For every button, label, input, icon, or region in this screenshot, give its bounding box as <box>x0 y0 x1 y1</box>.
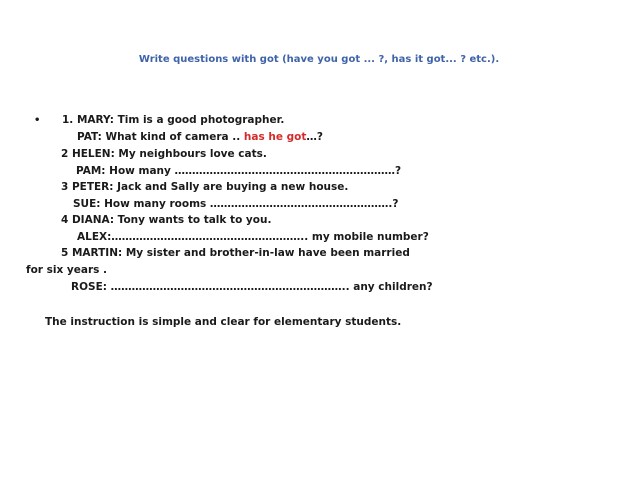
footer-note: The instruction is simple and clear for elementary students. <box>45 316 402 328</box>
exercise-4-line-a: 4 DIANA: Tony wants to talk to you. <box>61 214 272 226</box>
exercise-1-number: 1. <box>62 114 74 126</box>
exercise-2-line-a: 2 HELEN: My neighbours love cats. <box>61 148 267 160</box>
exercise-1-speaker-a: MARY: Tim is a good photographer. <box>76 114 285 126</box>
exercise-5-line-a: 5 MARTIN: My sister and brother-in-law have been married <box>61 247 410 259</box>
exercise-4-line-b: ALEX:……………………………………………….. my mobile number? <box>77 231 429 243</box>
exercise-1-line-b <box>77 130 323 144</box>
bullet-icon: • <box>34 115 41 126</box>
exercise-5-line-a-continued: for six years . <box>26 264 108 276</box>
exercise-1-speaker-b-end: …? <box>306 131 323 143</box>
exercise-3-line-a: 3 PETER: Jack and Sally are buying a new house. <box>61 181 349 193</box>
exercise-1-line-a <box>62 113 284 127</box>
exercise-2-line-b: PAM: How many ………………………………………………………? <box>76 165 402 177</box>
exercise-1-speaker-b: PAT: What kind of camera .. <box>77 131 244 143</box>
exercise-1-answer: has he got <box>243 131 307 143</box>
exercise-3-line-b: SUE: How many rooms …………………………………………….? <box>73 198 399 210</box>
page-title: Write questions with got (have you got ... ?, has it got... ? etc.). <box>138 54 500 65</box>
exercise-5-line-b: ROSE: ………………………………………………………….. any children? <box>71 281 433 293</box>
